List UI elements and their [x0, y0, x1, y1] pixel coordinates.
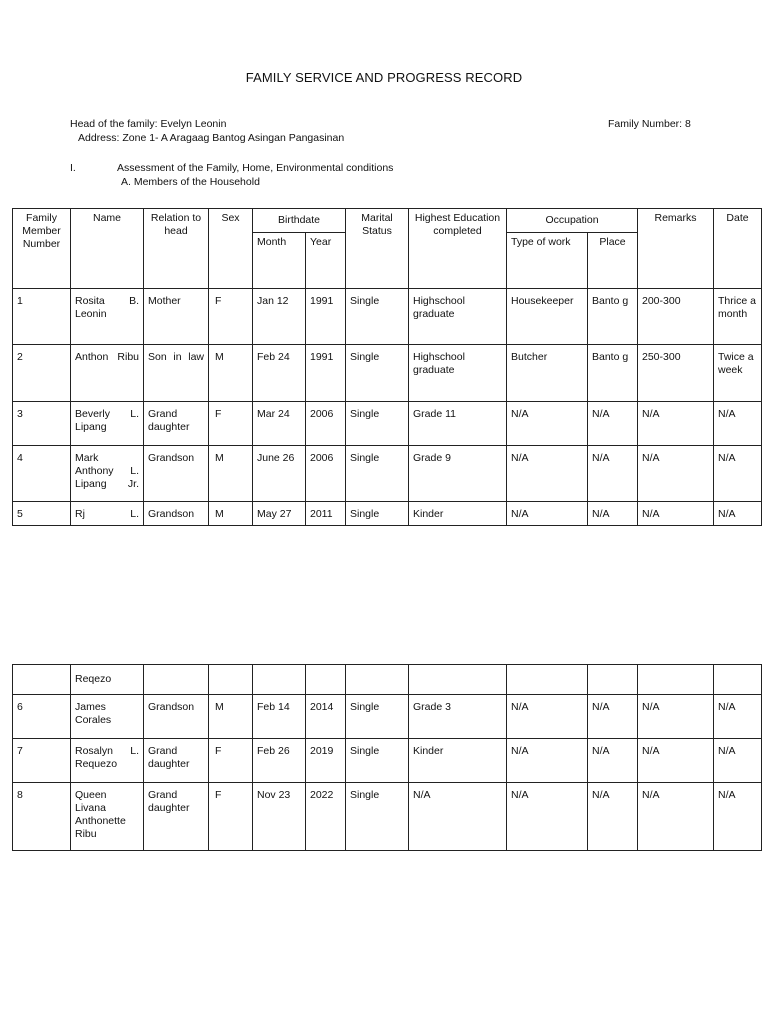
cell-remarks: 250-300: [638, 345, 714, 402]
cell-year: 2006: [306, 446, 346, 502]
table-row: [13, 446, 762, 502]
header-birthdate: Birthdate: [253, 209, 346, 233]
table-row: [13, 739, 762, 783]
cell-sex: F: [209, 402, 253, 446]
cell-date: Twice a week: [714, 345, 762, 402]
cell-work: N/A: [507, 739, 588, 783]
cell-work: N/A: [507, 402, 588, 446]
cell-work: N/A: [507, 446, 588, 502]
cell-month: May 27: [253, 502, 306, 526]
cell-date: N/A: [714, 446, 762, 502]
header-marital-status: Marital Status: [346, 209, 409, 289]
table-row: [13, 665, 762, 695]
cell-marital: Single: [346, 446, 409, 502]
cell-no: 4: [13, 446, 71, 502]
cell-place: N/A: [588, 402, 638, 446]
cell-relation: Grandson: [144, 502, 209, 526]
cell-relation: Son in law: [144, 345, 209, 402]
cell-name: Beverly L. Lipang: [71, 402, 144, 446]
cell-date: N/A: [714, 502, 762, 526]
cell-relation: Grand daughter: [144, 739, 209, 783]
cell-education: Highschool graduate: [409, 345, 507, 402]
cell-relation: Grand daughter: [144, 402, 209, 446]
cell-sex: F: [209, 289, 253, 345]
header-relation: Relation to head: [144, 209, 209, 289]
cell-remarks: N/A: [638, 783, 714, 851]
header-member-number: Family Member Number: [13, 209, 71, 289]
cell-place: N/A: [588, 695, 638, 739]
header-remarks: Remarks: [638, 209, 714, 289]
cell-month: Nov 23: [253, 783, 306, 851]
cell-marital: Single: [346, 695, 409, 739]
cell-work: N/A: [507, 783, 588, 851]
header-date: Date: [714, 209, 762, 289]
cell-remarks: N/A: [638, 446, 714, 502]
table-row: [13, 502, 762, 526]
header-occupation: Occupation: [507, 209, 638, 233]
cell-relation: Grandson: [144, 695, 209, 739]
cell-marital: Single: [346, 345, 409, 402]
cell-name: Rosalyn L. Requezo: [71, 739, 144, 783]
cell-education: Grade 11: [409, 402, 507, 446]
family-number: Family Number: 8: [608, 118, 691, 130]
table-row: [13, 345, 762, 402]
cell-sex: M: [209, 345, 253, 402]
cell-remarks: N/A: [638, 739, 714, 783]
cell-year: 1991: [306, 289, 346, 345]
cell-work: Housekeeper: [507, 289, 588, 345]
cell-no: 7: [13, 739, 71, 783]
table-body: [13, 695, 762, 851]
cell-month: Feb 26: [253, 739, 306, 783]
cell-no: 6: [13, 695, 71, 739]
header-place: Place: [588, 233, 638, 289]
cell-place: Banto g: [588, 345, 638, 402]
cell-relation: Grand daughter: [144, 783, 209, 851]
cell-no: 8: [13, 783, 71, 851]
cell-no: 3: [13, 402, 71, 446]
cell-year: 2014: [306, 695, 346, 739]
cell-sex: F: [209, 783, 253, 851]
cell-month: Feb 24: [253, 345, 306, 402]
cell-date: N/A: [714, 402, 762, 446]
cell-place: N/A: [588, 502, 638, 526]
cell-year: 2006: [306, 402, 346, 446]
cell-sex: F: [209, 739, 253, 783]
table-row: [13, 289, 762, 345]
head-of-family: Head of the family: Evelyn Leonin: [70, 118, 227, 130]
cell-education: Highschool graduate: [409, 289, 507, 345]
header-year: Year: [306, 233, 346, 289]
cell-place: N/A: [588, 446, 638, 502]
cell-education: Kinder: [409, 502, 507, 526]
cell-no: 1: [13, 289, 71, 345]
cell-year: 2022: [306, 783, 346, 851]
household-members-table-continued: [12, 664, 762, 851]
section-number: I.: [70, 162, 76, 174]
cell-year: 1991: [306, 345, 346, 402]
cell-marital: Single: [346, 502, 409, 526]
cell-marital: Single: [346, 739, 409, 783]
cell-year: 2011: [306, 502, 346, 526]
table-body: [13, 289, 762, 526]
header-sex: Sex: [209, 209, 253, 289]
cell-education: Grade 3: [409, 695, 507, 739]
cell-no: 5: [13, 502, 71, 526]
cell-marital: Single: [346, 289, 409, 345]
subsection-title: A. Members of the Household: [121, 176, 260, 188]
document-title: FAMILY SERVICE AND PROGRESS RECORD: [245, 70, 523, 85]
table-row: [13, 695, 762, 739]
cell-work: N/A: [507, 695, 588, 739]
header-name: Name: [71, 209, 144, 289]
cell-work: N/A: [507, 502, 588, 526]
cell-remarks: N/A: [638, 695, 714, 739]
cell-sex: M: [209, 502, 253, 526]
cell-work: Butcher: [507, 345, 588, 402]
table-row: [13, 402, 762, 446]
cell-marital: Single: [346, 783, 409, 851]
cell-name: Rj L.: [71, 502, 144, 526]
cell-place: N/A: [588, 783, 638, 851]
cell-place: N/A: [588, 739, 638, 783]
header-month: Month: [253, 233, 306, 289]
cell-sex: M: [209, 695, 253, 739]
cell-name: Rosita B. Leonin: [71, 289, 144, 345]
header-education: Highest Education completed: [409, 209, 507, 289]
cell-relation: Grandson: [144, 446, 209, 502]
cell-remarks: N/A: [638, 502, 714, 526]
cell-month: Mar 24: [253, 402, 306, 446]
cell-education: Grade 9: [409, 446, 507, 502]
cell-date: N/A: [714, 695, 762, 739]
cell-name: Reqezo: [71, 665, 144, 695]
cell-month: Feb 14: [253, 695, 306, 739]
cell-name: Queen Livana Anthonette Ribu: [71, 783, 144, 851]
cell-year: 2019: [306, 739, 346, 783]
cell-name: Anthon Ribu: [71, 345, 144, 402]
cell-remarks: 200-300: [638, 289, 714, 345]
cell-date: Thrice a month: [714, 289, 762, 345]
cell-month: June 26: [253, 446, 306, 502]
header-type-of-work: Type of work: [507, 233, 588, 289]
table-row: [13, 783, 762, 851]
cell-sex: M: [209, 446, 253, 502]
cell-remarks: N/A: [638, 402, 714, 446]
cell-marital: Single: [346, 402, 409, 446]
cell-name: Mark Anthony L. Lipang Jr.: [71, 446, 144, 502]
cell-name: James Corales: [71, 695, 144, 739]
cell-date: N/A: [714, 739, 762, 783]
cell-month: Jan 12: [253, 289, 306, 345]
section-title: Assessment of the Family, Home, Environmental conditions: [117, 162, 394, 174]
address: Address: Zone 1- A Aragaag Bantog Asingan Pangasinan: [78, 132, 345, 144]
cell-no: 2: [13, 345, 71, 402]
cell-education: N/A: [409, 783, 507, 851]
household-members-table: [12, 208, 762, 526]
cell-education: Kinder: [409, 739, 507, 783]
cell-relation: Mother: [144, 289, 209, 345]
cell-date: N/A: [714, 783, 762, 851]
cell-place: Banto g: [588, 289, 638, 345]
